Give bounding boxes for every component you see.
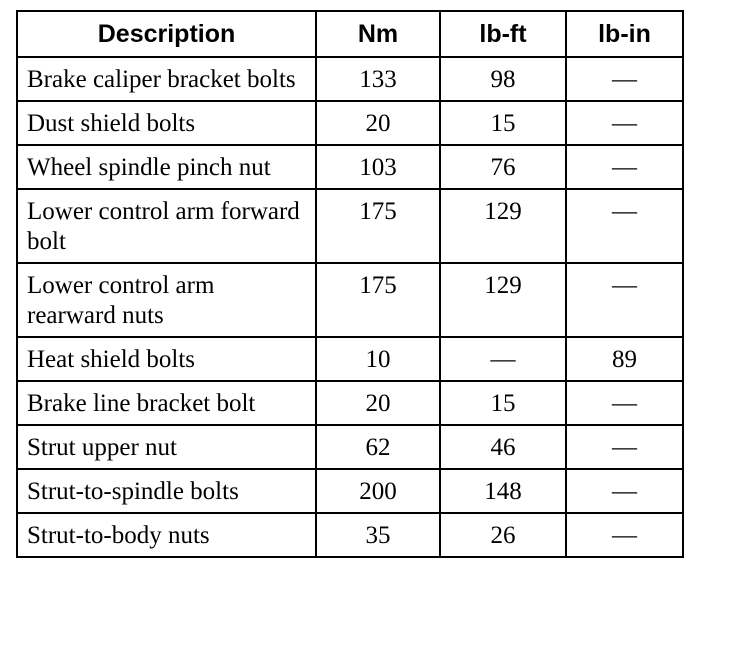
cell-lb-in: — [566,189,683,263]
cell-nm: 175 [316,189,440,263]
cell-lb-ft: 15 [440,381,566,425]
header-lb-ft: lb-ft [440,11,566,57]
cell-lb-in: — [566,381,683,425]
cell-lb-ft: 26 [440,513,566,557]
cell-nm: 62 [316,425,440,469]
cell-nm: 35 [316,513,440,557]
cell-nm: 200 [316,469,440,513]
cell-nm: 133 [316,57,440,101]
cell-nm: 175 [316,263,440,337]
cell-lb-in: — [566,57,683,101]
cell-description: Strut-to-spindle bolts [17,469,316,513]
cell-lb-in: 89 [566,337,683,381]
table-row [17,189,683,263]
cell-nm: 10 [316,337,440,381]
header-description: Description [17,11,316,57]
table-row [17,469,683,513]
cell-nm: 103 [316,145,440,189]
cell-description: Strut-to-body nuts [17,513,316,557]
cell-lb-ft: 15 [440,101,566,145]
table-row [17,337,683,381]
cell-lb-ft: — [440,337,566,381]
cell-description: Strut upper nut [17,425,316,469]
table-row [17,425,683,469]
cell-description: Lower control arm rearward nuts [17,263,316,337]
table-row [17,513,683,557]
cell-lb-in: — [566,145,683,189]
table-row [17,145,683,189]
table-row [17,263,683,337]
header-nm: Nm [316,11,440,57]
table-header-row [17,11,683,57]
cell-lb-in: — [566,513,683,557]
cell-lb-ft: 76 [440,145,566,189]
table-row [17,101,683,145]
table-row [17,381,683,425]
cell-description: Heat shield bolts [17,337,316,381]
cell-lb-ft: 46 [440,425,566,469]
cell-nm: 20 [316,101,440,145]
cell-lb-ft: 129 [440,263,566,337]
table-row [17,57,683,101]
cell-description: Lower control arm forward bolt [17,189,316,263]
cell-lb-ft: 148 [440,469,566,513]
cell-nm: 20 [316,381,440,425]
header-lb-in: lb-in [566,11,683,57]
cell-description: Brake line bracket bolt [17,381,316,425]
cell-lb-in: — [566,263,683,337]
cell-lb-in: — [566,425,683,469]
cell-lb-ft: 129 [440,189,566,263]
cell-description: Brake caliper bracket bolts [17,57,316,101]
torque-specifications-table [16,10,684,558]
cell-lb-ft: 98 [440,57,566,101]
cell-description: Wheel spindle pinch nut [17,145,316,189]
cell-lb-in: — [566,101,683,145]
cell-lb-in: — [566,469,683,513]
cell-description: Dust shield bolts [17,101,316,145]
